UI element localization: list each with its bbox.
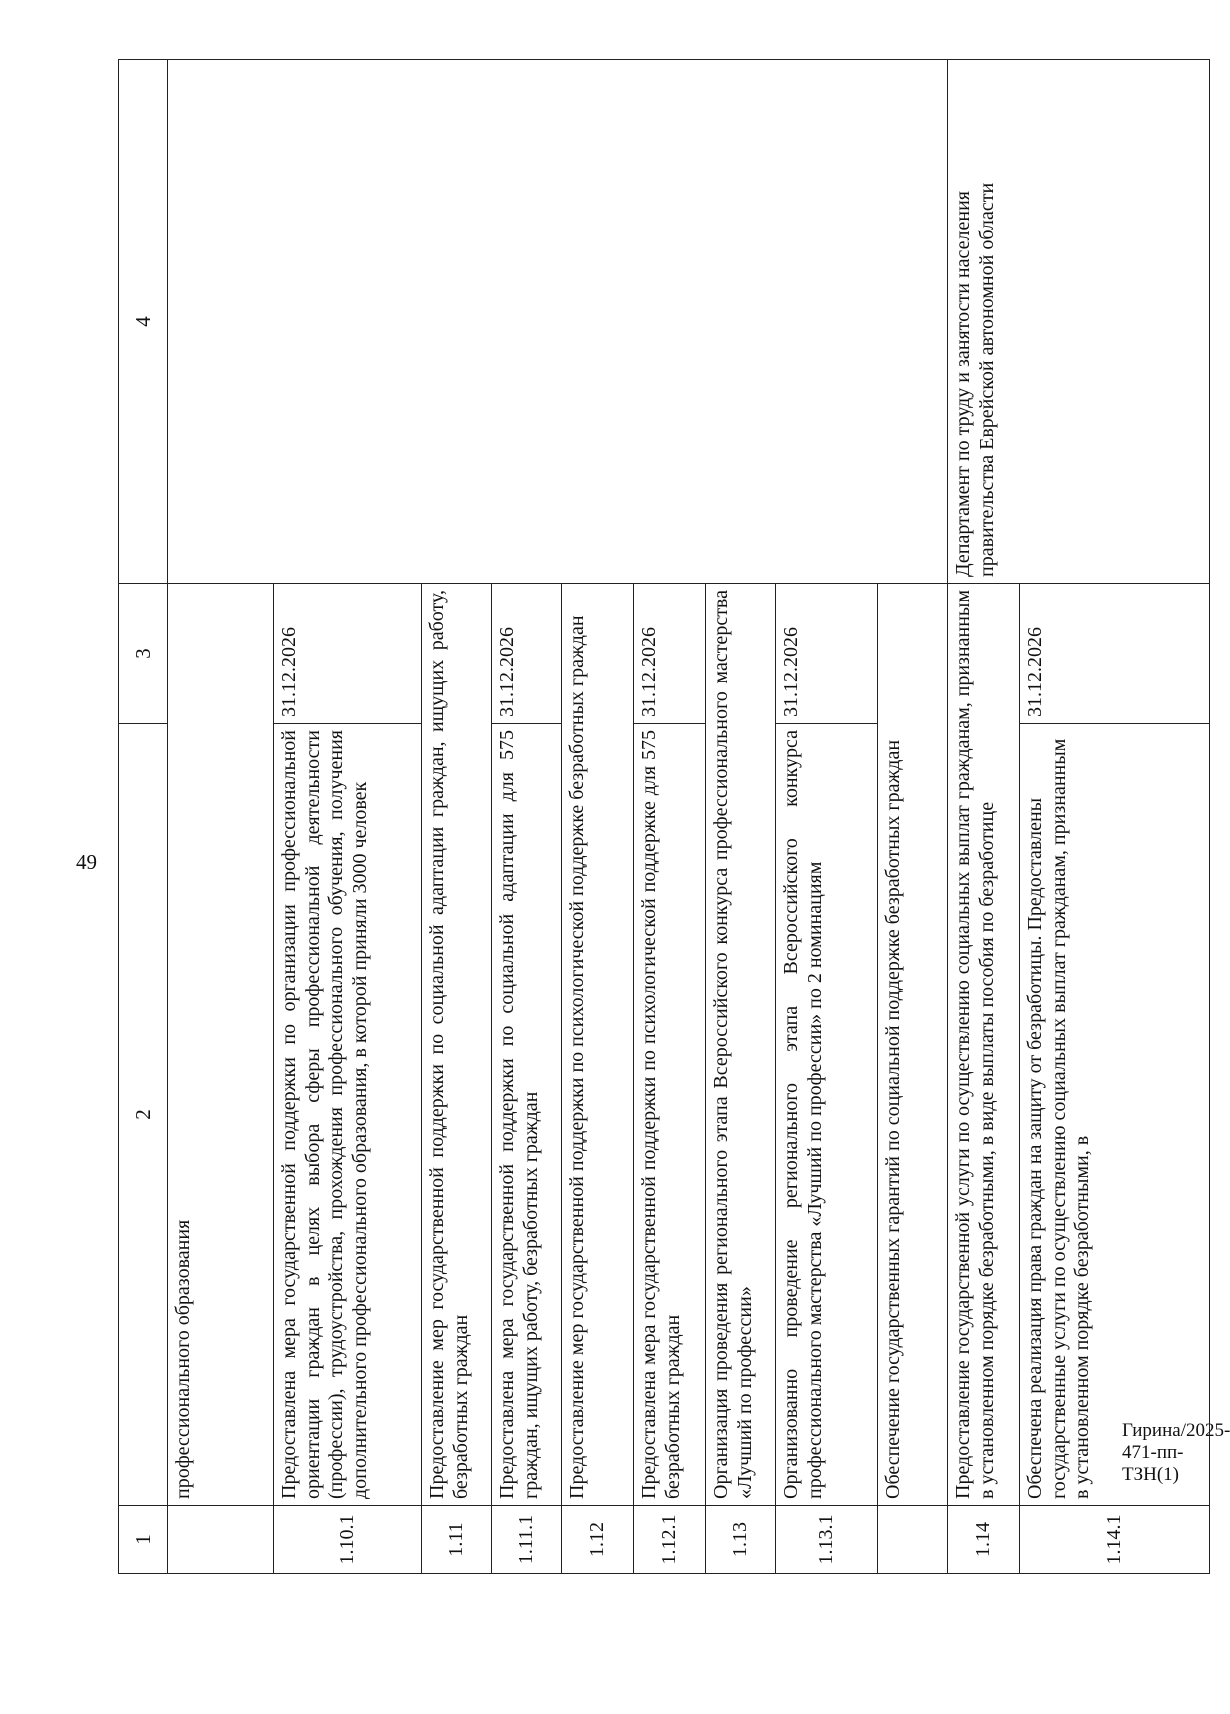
row-number: 1.10.1 — [274, 1506, 422, 1574]
row-date: 31.12.2026 — [634, 584, 706, 724]
row-number: 1.13.1 — [776, 1506, 878, 1574]
table-row — [948, 60, 1020, 1574]
table-header-row — [119, 60, 168, 1574]
header-col-3: 3 — [119, 584, 168, 724]
row-text: Предоставлена мера государственной поддержки по психологической поддержке для 575 безработных граждан — [634, 724, 706, 1506]
row-text: Обеспечена реализация права граждан на защиту от безработицы. Предоставлены государственные услуги по осуществлению социальных выплат гражданам, признанным в установленном порядке безработными, в — [1020, 724, 1210, 1506]
row-date: 31.12.2026 — [1020, 584, 1210, 724]
row-text: Предоставлена мера государственной поддержки по социальной адаптации для 575 граждан, ищущих работу, безработных граждан — [492, 724, 562, 1506]
row-number: 1.11 — [422, 1506, 492, 1574]
footer-code: Гирина/2025-471-пп-ТЗН(1) — [1122, 1420, 1230, 1485]
row-number — [878, 1506, 948, 1574]
row-text: Организованно проведение регионального этапа Всероссийского конкурса профессионального мастерства «Лучший по профессии» по 2 номинациям — [776, 724, 878, 1506]
row-text: Предоставление государственной услуги по осуществлению социальных выплат гражданам, признанным в установленном порядке безработными, в виде выплаты пособия по безработице — [948, 584, 1020, 1506]
row-text: Организация проведения регионального этапа Всероссийского конкурса профессионального мастерства «Лучший по профессии» — [706, 584, 776, 1506]
document-table-wrapper — [118, 60, 1210, 1574]
row-date: 31.12.2026 — [274, 584, 422, 724]
row-text: Предоставление мер государственной поддержки по социальной адаптации граждан, ищущих работу, безработных граждан — [422, 584, 492, 1506]
row-number: 1.14.1 — [1020, 1506, 1210, 1574]
row-number — [168, 1506, 274, 1574]
row-number: 1.13 — [706, 1506, 776, 1574]
row-text: Предоставлена мера государственной поддержки по организации профессиональной ориентации граждан в целях выбора сферы профессиональной деятельности (профессии), трудоустройства, прохождения профессионального обучения, получения дополнительного профессионального образования, в которой приняли 3000 человек — [274, 724, 422, 1506]
row-section-text: Обеспечение государственных гарантий по социальной поддержке безработных граждан — [878, 584, 948, 1506]
row-number: 1.12.1 — [634, 1506, 706, 1574]
page-number: 49 — [76, 850, 97, 874]
row-section-text: профессионального образования — [168, 584, 274, 1506]
header-col-2: 2 — [119, 724, 168, 1506]
row-number: 1.14 — [948, 1506, 1020, 1574]
header-col-4: 4 — [119, 60, 168, 584]
row-date: 31.12.2026 — [776, 584, 878, 724]
row-number: 1.12 — [562, 1506, 634, 1574]
row-department — [168, 60, 948, 584]
row-text: Предоставление мер государственной поддержки по психологической поддержке безработных граждан — [562, 584, 634, 1506]
header-col-1: 1 — [119, 1506, 168, 1574]
row-date: 31.12.2026 — [492, 584, 562, 724]
row-department: Департамент по труду и занятости населения правительства Еврейской автономной области — [948, 60, 1210, 584]
row-number: 1.11.1 — [492, 1506, 562, 1574]
plan-table — [118, 59, 1210, 1574]
table-row — [168, 60, 274, 1574]
